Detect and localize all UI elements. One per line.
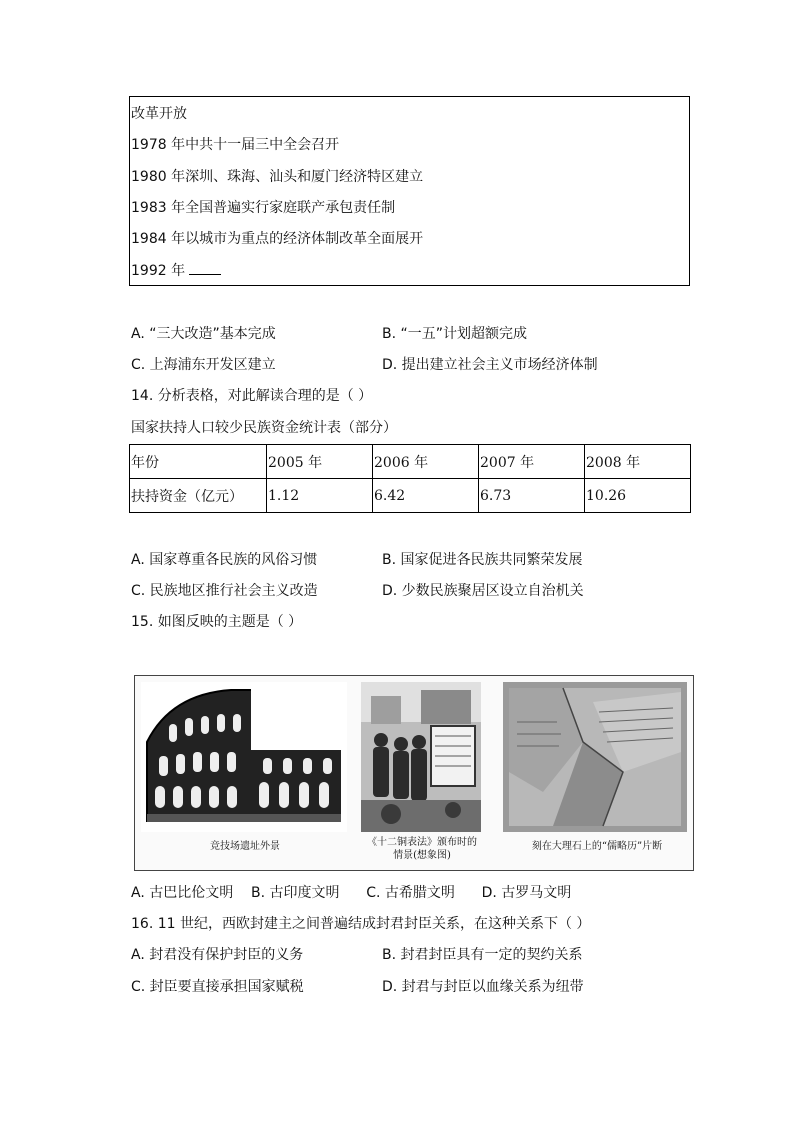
table-cell: 1.12 bbox=[267, 479, 373, 513]
q14-stem: 14. 分析表格，对此解读合理的是（ ） bbox=[131, 388, 373, 404]
table-cell: 2008 年 bbox=[585, 445, 691, 479]
q15-stem: 15. 如图反映的主题是（ ） bbox=[131, 614, 303, 630]
q15-options: A. 古巴比伦文明 B. 古印度文明 C. 古希腊文明 D. 古罗马文明 bbox=[131, 885, 572, 901]
twelve-tables-image bbox=[361, 682, 481, 832]
timeline-line: 1984 年以城市为重点的经济体制改革全面展开 bbox=[131, 231, 424, 247]
q13-option-b: B. “一五”计划超额完成 bbox=[382, 326, 528, 342]
table-cell: 10.26 bbox=[585, 479, 691, 513]
caption-julian-calendar: 刻在大理石上的“儒略历”片断 bbox=[531, 841, 663, 852]
q16-option-c: C. 封臣要直接承担国家赋税 bbox=[131, 979, 304, 995]
timeline-line: 1978 年中共十一届三中全会召开 bbox=[131, 137, 340, 153]
table-cell: 年份 bbox=[130, 445, 267, 479]
julian-calendar-image bbox=[503, 682, 687, 832]
table-row bbox=[130, 479, 691, 513]
q14-option-c: C. 民族地区推行社会主义改造 bbox=[131, 583, 318, 599]
timeline-line: 改革开放 bbox=[131, 106, 187, 122]
table-cell: 2007 年 bbox=[479, 445, 585, 479]
table-cell: 6.73 bbox=[479, 479, 585, 513]
colosseum-image bbox=[141, 682, 347, 832]
q13-option-d: D. 提出建立社会主义市场经济体制 bbox=[382, 357, 598, 373]
q16-option-a: A. 封君没有保护封臣的义务 bbox=[131, 947, 304, 963]
caption-twelve-tables-note: 情景(想象图) bbox=[393, 850, 451, 861]
caption-twelve-tables: 《十二铜表法》颁布时的 bbox=[367, 837, 477, 848]
q14-option-d: D. 少数民族聚居区设立自治机关 bbox=[382, 583, 584, 599]
table-cell: 2005 年 bbox=[267, 445, 373, 479]
table-cell: 扶持资金（亿元） bbox=[130, 479, 267, 513]
q14-option-b: B. 国家促进各民族共同繁荣发展 bbox=[382, 552, 583, 568]
funding-table bbox=[129, 444, 691, 513]
roman-civilization-figure bbox=[134, 675, 694, 871]
q13-option-a: A. “三大改造”基本完成 bbox=[131, 326, 276, 342]
timeline-year: 1992 年 bbox=[131, 263, 186, 279]
timeline-line: 1983 年全国普遍实行家庭联产承包责任制 bbox=[131, 200, 396, 216]
q16-stem: 16. 11 世纪，西欧封建主之间普遍结成封君封臣关系，在这种关系下（ ） bbox=[131, 916, 591, 932]
q16-option-d: D. 封君与封臣以血缘关系为纽带 bbox=[382, 979, 584, 995]
timeline-line-blank bbox=[131, 260, 221, 281]
q16-option-b: B. 封君封臣具有一定的契约关系 bbox=[382, 947, 583, 963]
table-cell: 2006 年 bbox=[373, 445, 479, 479]
caption-colosseum: 竞技场遗址外景 bbox=[210, 841, 280, 852]
q14-option-a: A. 国家尊重各民族的风俗习惯 bbox=[131, 552, 318, 568]
table-header-row bbox=[130, 445, 691, 479]
reform-timeline-box bbox=[129, 96, 690, 286]
timeline-line: 1980 年深圳、珠海、汕头和厦门经济特区建立 bbox=[131, 169, 424, 185]
table-title: 国家扶持人口较少民族资金统计表（部分） bbox=[131, 420, 397, 436]
answer-blank bbox=[189, 260, 221, 275]
q13-option-c: C. 上海浦东开发区建立 bbox=[131, 357, 276, 373]
table-cell: 6.42 bbox=[373, 479, 479, 513]
